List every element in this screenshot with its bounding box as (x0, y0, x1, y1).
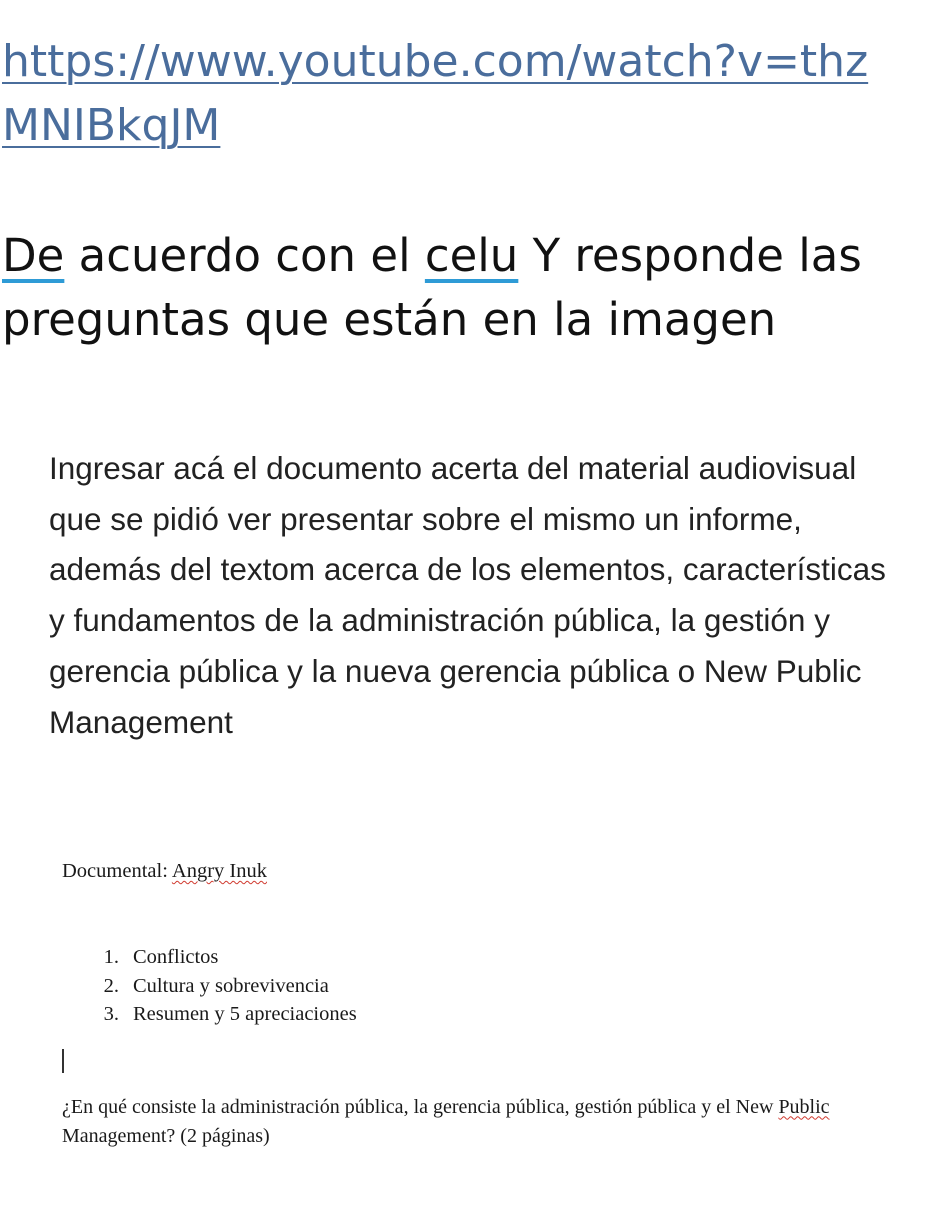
essay-question (62, 1093, 907, 1151)
list-item-label: Conflictos (133, 946, 219, 968)
prompt-segment-2: Y responde las preguntas que están en la imagen (2, 229, 862, 346)
list-item (62, 972, 912, 1001)
topic-list (62, 943, 912, 1029)
prompt-text (2, 224, 922, 352)
question-word-public: Public (778, 1095, 830, 1118)
question-segment-2: Management? (2 páginas) (62, 1124, 270, 1147)
documentary-title-label: Documental: (62, 860, 172, 882)
assignment-instructions: Ingresar acá el documento acerta del material audiovisual que se pidió ver presentar sobre el mismo un informe, además del textom acerca de los elementos, características y fundamentos de la administración pública, la gestión y gerencia pública y la nueva gerencia pública o New Public Management (49, 450, 886, 740)
list-item-number: 3. (103, 1003, 119, 1025)
list-item (62, 1000, 912, 1029)
documentary-title-name: Angry Inuk (171, 860, 267, 882)
list-item-label: Cultura y sobrevivencia (133, 974, 329, 997)
youtube-link[interactable]: https://www.youtube.com/watch?v=thzMNIBkqJM (2, 36, 869, 151)
list-item-number: 1. (103, 946, 119, 968)
documentary-title (62, 856, 912, 886)
list-item (62, 943, 912, 972)
prompt-segment-1: acuerdo con el (64, 229, 425, 282)
list-item-label: Resumen y 5 apreciaciones (133, 1003, 357, 1025)
spell-flagged-word-celu: celu (424, 229, 519, 282)
spell-flagged-word-de: De (2, 229, 65, 282)
scanned-document-image (62, 856, 912, 1151)
text-cursor (62, 1049, 64, 1073)
question-segment-1: ¿En qué consiste la administración pública, la gerencia pública, gestión pública y el New (62, 1095, 779, 1118)
list-item-number: 2. (103, 974, 119, 997)
